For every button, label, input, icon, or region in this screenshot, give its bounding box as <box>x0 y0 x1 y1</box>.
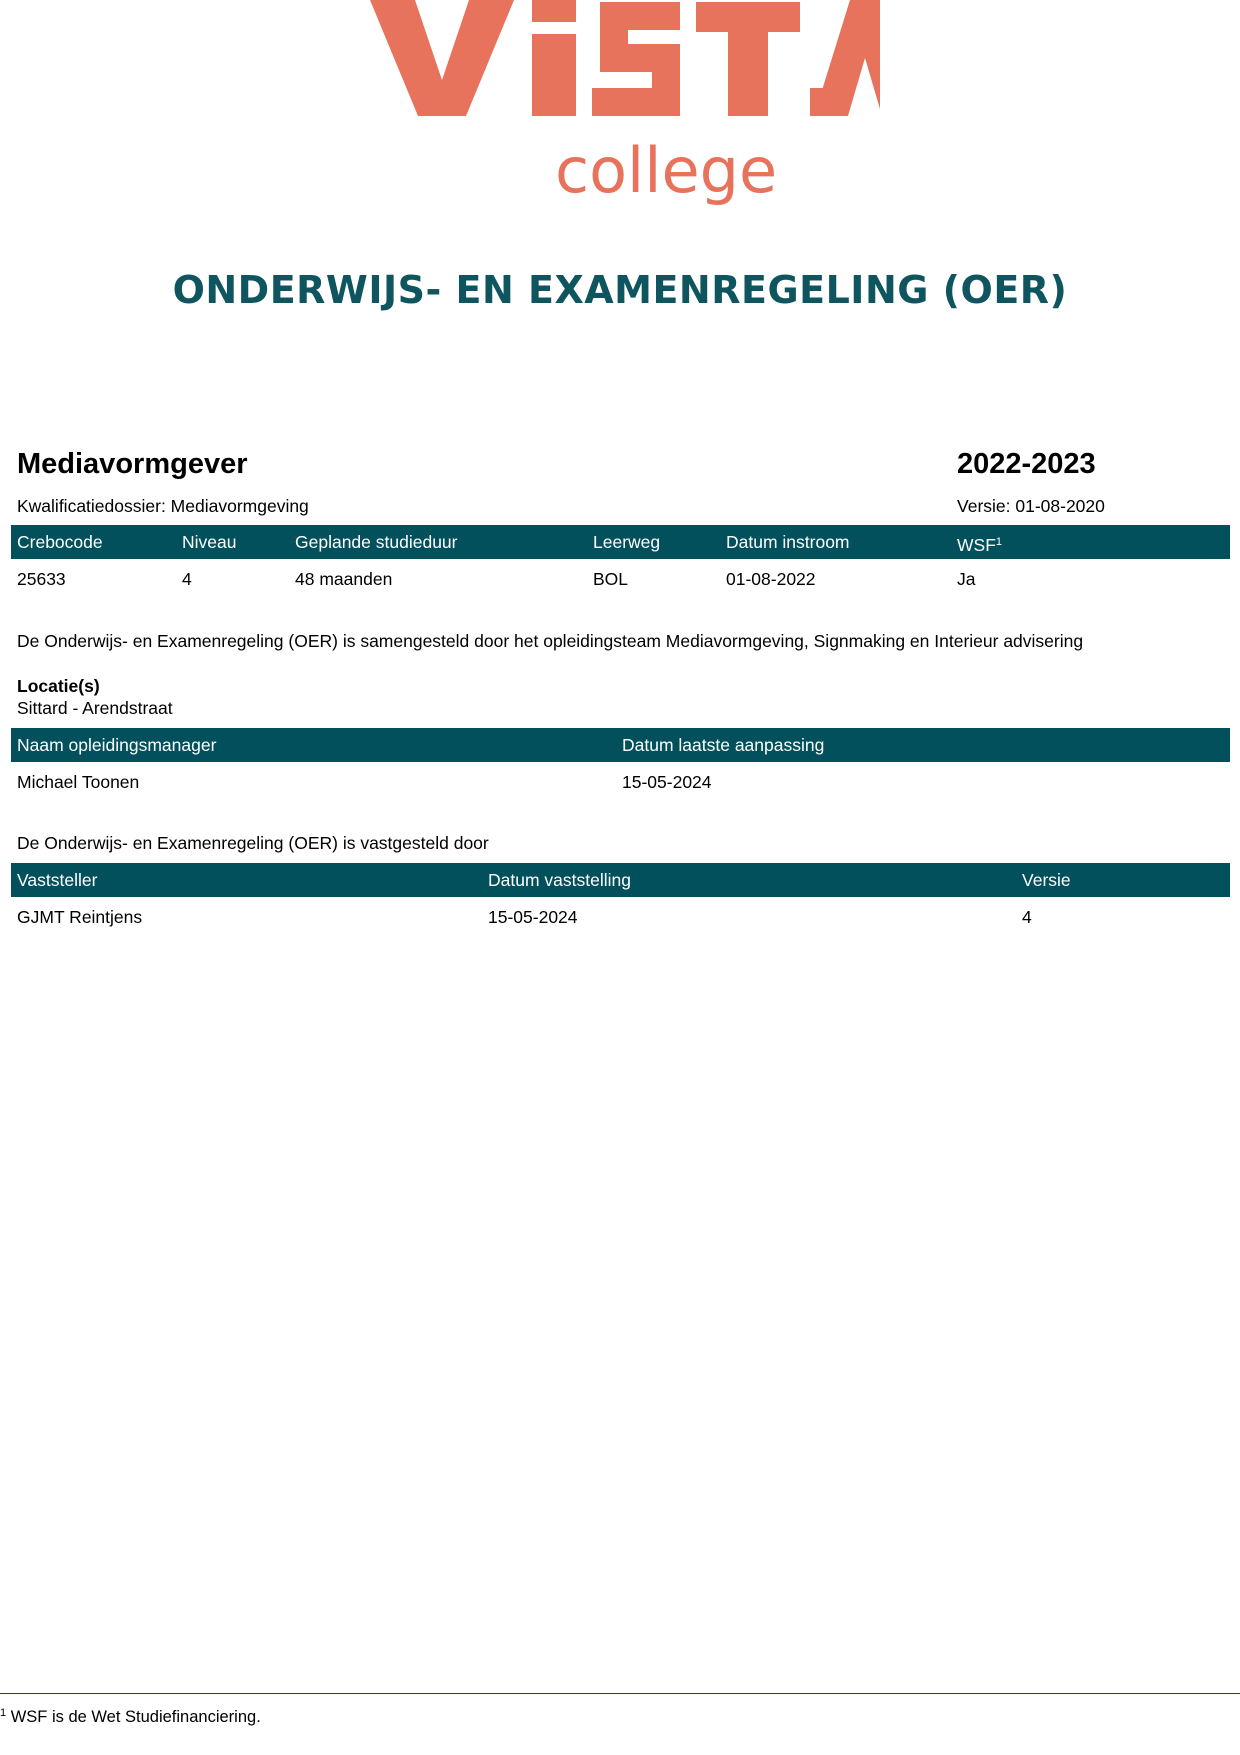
approval-table-header <box>11 863 1230 897</box>
wsf-footnote-ref: 1 <box>995 536 1003 548</box>
program-name: Mediavormgever <box>17 448 248 480</box>
header-studieduur: Geplande studieduur <box>295 532 458 552</box>
header-wsf-label: WSF <box>957 535 996 555</box>
header-last-modified: Datum laatste aanpassing <box>622 735 825 755</box>
table-row <box>11 762 1230 800</box>
cell-leerweg: BOL <box>593 569 629 589</box>
logo-sub-text: college <box>555 134 778 207</box>
manager-table <box>11 728 1230 800</box>
header-niveau: Niveau <box>182 532 237 552</box>
manager-table-header <box>11 728 1230 762</box>
approval-table <box>11 863 1230 935</box>
cell-last-modified: 15-05-2024 <box>622 772 712 792</box>
footnote-text: WSF is de Wet Studiefinanciering. <box>10 1708 261 1726</box>
cell-approval-date: 15-05-2024 <box>488 907 578 927</box>
header-approver: Vaststeller <box>17 870 98 890</box>
school-year: 2022-2023 <box>957 448 1096 480</box>
cell-version: 4 <box>1022 907 1032 927</box>
header-approval-date: Datum vaststelling <box>488 870 631 890</box>
footnote-divider <box>0 1693 1240 1694</box>
header-wsf <box>957 525 1002 562</box>
cell-studieduur: 48 maanden <box>295 569 393 589</box>
cell-manager-name: Michael Toonen <box>17 772 140 792</box>
header-datum-instroom: Datum instroom <box>726 532 850 552</box>
program-table-header <box>11 525 1230 559</box>
footnote-marker: 1 <box>0 1707 7 1719</box>
header-version: Versie <box>1022 870 1071 890</box>
qualification-dossier: Kwalificatiedossier: Mediavormgeving <box>17 496 309 516</box>
document-title: ONDERWIJS- EN EXAMENREGELING (OER) <box>172 268 1068 312</box>
footnote <box>0 1707 261 1727</box>
cell-approver: GJMT Reintjens <box>17 907 143 927</box>
cell-wsf: Ja <box>957 569 976 589</box>
table-row <box>11 559 1230 597</box>
composed-by-text: De Onderwijs- en Examenregeling (OER) is samengesteld door het opleidingsteam Mediavormgeving, Signmaking en Interieur advisering <box>17 631 1084 651</box>
header-leerweg: Leerweg <box>593 532 661 552</box>
table-row <box>11 897 1230 935</box>
program-table <box>11 525 1230 597</box>
dossier-version: Versie: 01-08-2020 <box>957 496 1105 516</box>
header-manager-name: Naam opleidingsmanager <box>17 735 217 755</box>
cell-datum-instroom: 01-08-2022 <box>726 569 816 589</box>
vista-college-logo <box>360 0 880 210</box>
locations-label: Locatie(s) <box>17 676 100 696</box>
cell-crebocode: 25633 <box>17 569 66 589</box>
locations-value: Sittard - Arendstraat <box>17 698 173 718</box>
cell-niveau: 4 <box>182 569 192 589</box>
header-crebocode: Crebocode <box>17 532 103 552</box>
established-by-text: De Onderwijs- en Examenregeling (OER) is vastgesteld door <box>17 833 489 853</box>
